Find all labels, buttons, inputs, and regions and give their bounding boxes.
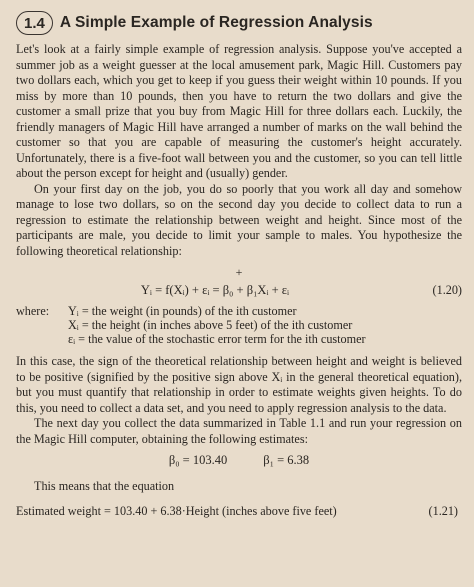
expected-sign: + xyxy=(235,265,243,279)
equation-1-21-body: Estimated weight = 103.40 + 6.38·Height (inches above five feet) xyxy=(16,504,337,518)
equation-1-20-body: Yᵢ = f(Xᵢ) + εᵢ = β₀ + β₁Xᵢ + εᵢ xyxy=(140,282,290,297)
definition-y: Yᵢ = the weight (in pounds) of the ith customer xyxy=(68,304,297,318)
equation-1-21 xyxy=(16,504,462,520)
paragraph-sign: In this case, the sign of the theoretical relationship between height and weight is believed to be positive (signified by the positive sign above Xᵢ in the general theoretical equation), but you must quantify that relationship in order to estimate weights given heights. To do this, you need to collect a data set, and you need to apply regression analysis to the data. xyxy=(16,354,462,415)
section-title: A Simple Example of Regression Analysis xyxy=(59,14,373,31)
estimates-row xyxy=(16,453,462,469)
section-number: 1.4 xyxy=(16,11,53,35)
section-heading xyxy=(16,0,462,42)
paragraph-next-day: The next day you collect the data summarized in Table 1.1 and run your regression on the Magic Hill computer, obtaining the following estimates: xyxy=(16,416,462,446)
equation-1-20 xyxy=(16,283,462,299)
paragraph-first-day: On your first day on the job, you do so poorly that you work all day and somehow manage to lose two dollars, so on the second day you decide to collect data to run a regression to estimate the relationship between weight and height. Since most of the participants are male, you decide to limit your sample to males. You hypothesize the following theoretical relationship: xyxy=(16,181,462,258)
definition-x: Xᵢ = the height (in inches above 5 feet) of the ith customer xyxy=(68,318,353,332)
equation-1-21-number: (1.21) xyxy=(428,504,458,518)
definition-error: εᵢ = the value of the stochastic error term for the ith customer xyxy=(68,332,366,346)
section-body xyxy=(16,42,462,520)
where-block xyxy=(16,304,462,346)
equation-1-20-number: (1.20) xyxy=(432,282,462,297)
where-label: where: xyxy=(16,304,50,318)
where-definitions xyxy=(68,304,462,346)
means-text: This means that the equation xyxy=(34,478,175,493)
estimate-beta1: β₁ = 6.38 xyxy=(263,453,310,467)
estimate-beta0: β₀ = 103.40 xyxy=(168,453,228,467)
paragraph-intro: Let's look at a fairly simple example of regression analysis. Suppose you've accepted a summer job as a weight guesser at the local amusement park, Magic Hill. Customers pay two dollars each, which you get to keep if you guess their weight within 10 pounds. If you miss by more than 10 pounds, then you have to return the two dollars and give the customer a small prize that you buy from Magic Hill for three dollars each. Luckily, the friendly managers of Magic Hill have arranged a number of marks on the wall behind the customer so that you are capable of measuring the customer's height accurately. Unfortunately, there is a five-foot wall between you and the customer, so you can tell little about the person except for height and (usually) gender. xyxy=(16,42,462,180)
